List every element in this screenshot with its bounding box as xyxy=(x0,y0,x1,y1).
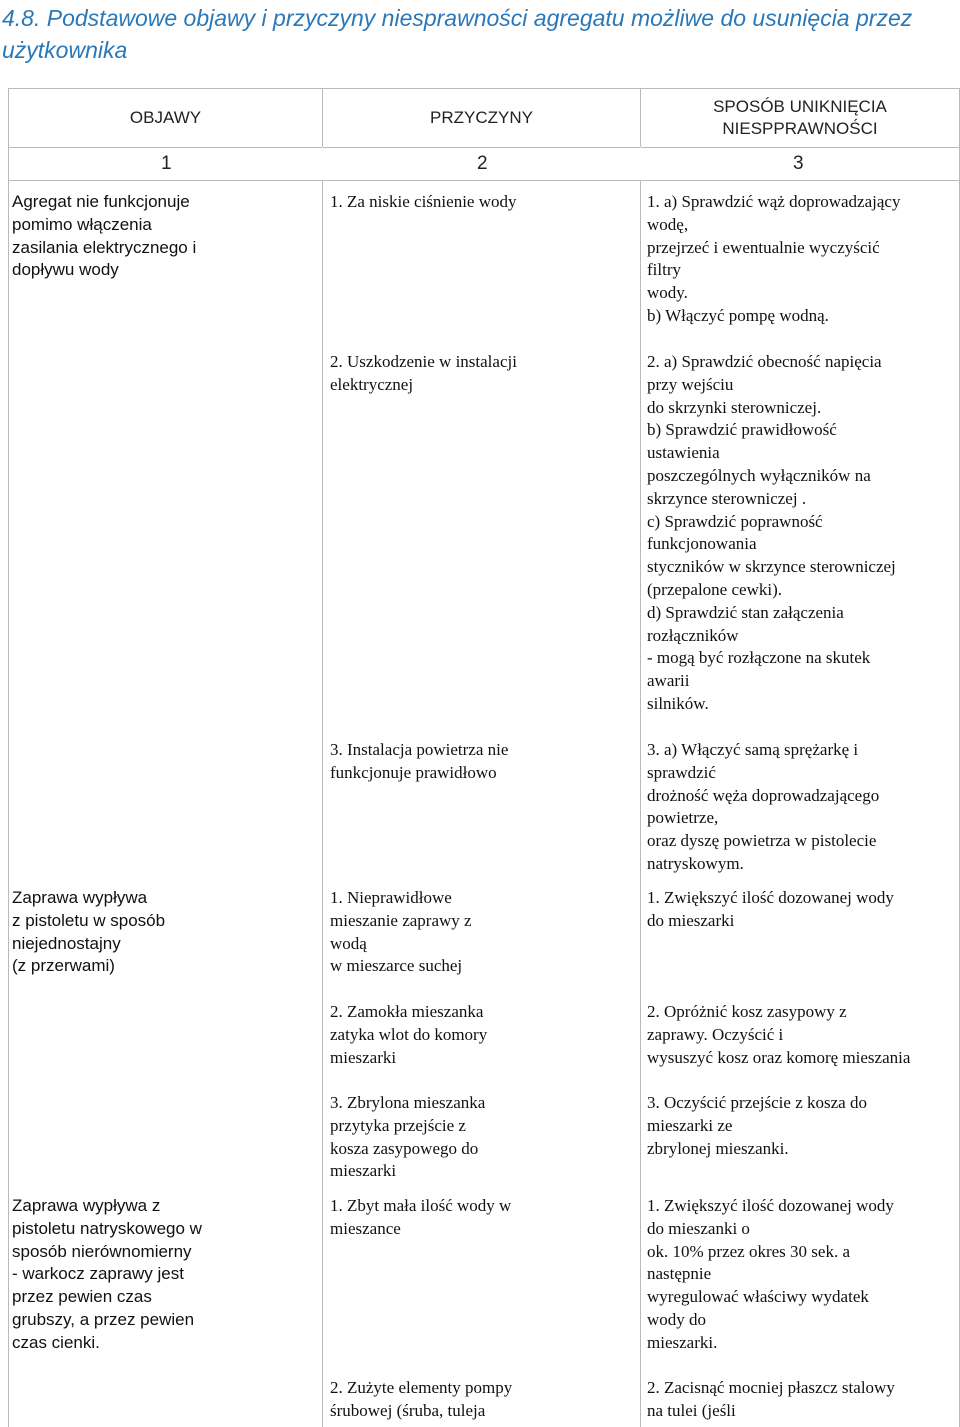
symptom-cell: Agregat nie funkcjonuje pomimo włączenia zasilania elektrycznego i dopływu wody xyxy=(12,192,197,280)
symptom-cell: Zaprawa wypływa z pistoletu natryskowego w sposób nierównomierny - warkocz zaprawy jest przez pewien czas grubszy, a przez pewien czas cienki. xyxy=(12,1196,202,1352)
column-number-2: 2 xyxy=(477,153,488,174)
remedy-cell: 2. Opróżnić kosz zasypowy z zaprawy. Oczyścić i wysuszyć kosz oraz komorę mieszania xyxy=(647,1002,911,1067)
remedy-cell: 2. a) Sprawdzić obecność napięcia przy wejściu do skrzynki sterowniczej. b) Sprawdzić prawidłowość ustawienia poszczególnych wyłączników na skrzynce sterowniczej . c) Sprawdzić poprawność funkcjonowania styczników w skrzynce sterowniczej (przepalone cewki). d) Sprawdzić stan załączenia rozłączników - mogą być rozłączone na skutek awarii silników. xyxy=(647,352,896,713)
cause-cell: 3. Zbrylona mieszanka przytyka przejście z kosza zasypowego do mieszarki xyxy=(330,1093,486,1181)
cause-cell: 1. Nieprawidłowe mieszanie zaprawy z wodą w mieszarce suchej xyxy=(330,888,472,976)
cause-cell: 1. Zbyt mała ilość wody w mieszance xyxy=(330,1196,512,1238)
remedy-cell: 2. Zacisnąć mocniej płaszcz stalowy na tulei (jeśli xyxy=(647,1378,895,1420)
column-number-3: 3 xyxy=(793,153,804,174)
remedy-cell: 1. Zwiększyć ilość dozowanej wody do mieszarki xyxy=(647,888,894,930)
remedy-cell: 1. a) Sprawdzić wąż doprowadzający wodę, przejrzeć i ewentualnie wyczyścić filtry wody. b) Włączyć pompę wodną. xyxy=(647,192,901,325)
column-divider xyxy=(322,89,323,147)
column-divider xyxy=(640,89,641,147)
cause-cell: 2. Zamokła mieszanka zatyka wlot do komory mieszarki xyxy=(330,1002,488,1067)
header-remedies: SPOSÓB UNIKNIĘCIA NIESPPRAWNOŚCI xyxy=(641,89,959,148)
troubleshooting-table xyxy=(8,88,960,1427)
remedy-cell: 3. a) Włączyć samą sprężarkę i sprawdzić drożność węża doprowadzającego powietrze, oraz dyszę powietrza w pistolecie natryskowym. xyxy=(647,740,880,873)
header-symptoms: OBJAWY xyxy=(9,89,322,148)
column-divider xyxy=(322,180,323,1427)
header-causes: PRZYCZYNY xyxy=(323,89,640,148)
remedy-cell: 3. Oczyścić przejście z kosza do mieszarki ze zbrylonej mieszanki. xyxy=(647,1093,867,1158)
cause-cell: 3. Instalacja powietrza nie funkcjonuje prawidłowo xyxy=(330,740,509,782)
cause-cell: 2. Zużyte elementy pompy śrubowej (śruba, tuleja xyxy=(330,1378,513,1420)
column-divider xyxy=(640,180,641,1427)
symptom-cell: Zaprawa wypływa z pistoletu w sposób niejednostajny (z przerwami) xyxy=(12,888,166,976)
section-title: 4.8. Podstawowe objawy i przyczyny niesprawności agregatu możliwe do usunięcia przez użytkownika xyxy=(2,5,913,63)
cause-cell: 1. Za niskie ciśnienie wody xyxy=(330,192,517,211)
column-number-1: 1 xyxy=(161,153,172,174)
cause-cell: 2. Uszkodzenie w instalacji elektrycznej xyxy=(330,352,517,394)
remedy-cell: 1. Zwiększyć ilość dozowanej wody do mieszanki o ok. 10% przez okres 30 sek. a następnie wyregulować właściwy wydatek wody do mieszarki. xyxy=(647,1196,894,1352)
row-divider xyxy=(9,180,959,181)
